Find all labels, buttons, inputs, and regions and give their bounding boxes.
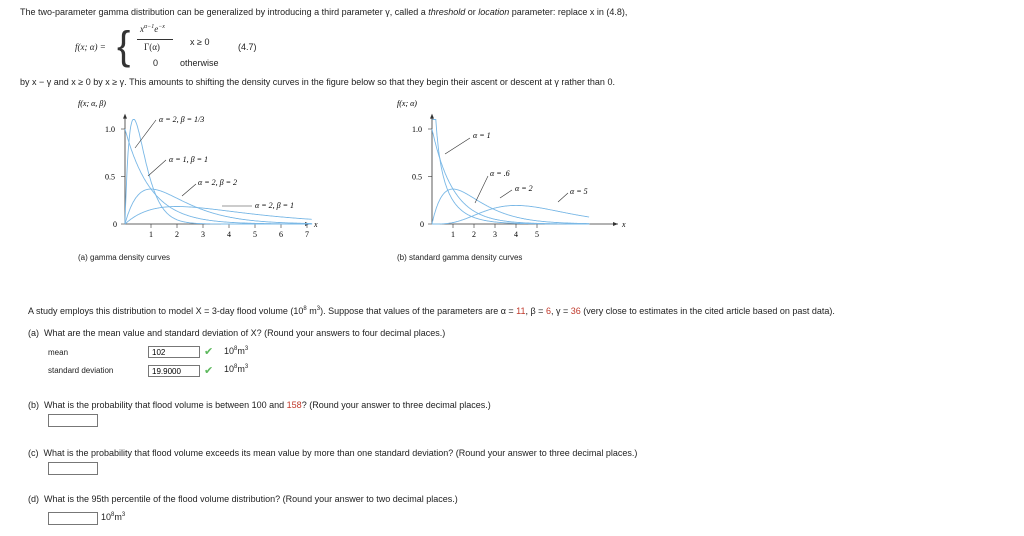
series-label-leader bbox=[182, 184, 196, 196]
series-label: α = 1, β = 1 bbox=[169, 155, 208, 164]
x-axis-label: x bbox=[622, 220, 626, 229]
check-icon: ✔ bbox=[204, 346, 214, 358]
equation-denominator: Γ(α) bbox=[144, 42, 160, 52]
series-label: α = 2, β = 2 bbox=[198, 178, 237, 187]
series-line bbox=[432, 205, 589, 224]
y-axis-arrow bbox=[430, 114, 434, 119]
x-tick-label: 2 bbox=[472, 230, 476, 239]
equation-fraction-bar bbox=[137, 39, 173, 40]
chart-a-caption: (a) gamma density curves bbox=[78, 253, 171, 262]
series-line bbox=[432, 189, 589, 224]
equation-cond1: x ≥ 0 bbox=[190, 37, 210, 47]
series-line bbox=[432, 129, 590, 224]
series-line bbox=[432, 120, 589, 225]
x-tick-label: 1 bbox=[149, 230, 153, 239]
percentile-input[interactable] bbox=[48, 512, 98, 525]
equation-lhs: f(x; α) = bbox=[75, 42, 106, 52]
chart-b-caption: (b) standard gamma density curves bbox=[397, 253, 523, 262]
question-d: (d) What is the 95th percentile of the flood volume distribution? (Round your answer to two decimal places.) bbox=[28, 494, 458, 504]
sd-label: standard deviation bbox=[48, 366, 114, 375]
study-text: A study employs this distribution to model X = 3-day flood volume ($10^8$ $m^3$). Suppose that values of the parameters are α = 11, β = 6, γ = 36 (very close to estimates in the cited article based on past data). bbox=[28, 306, 835, 316]
mean-input[interactable] bbox=[148, 346, 200, 358]
x-tick-label: 6 bbox=[279, 230, 283, 239]
mean-label: mean bbox=[48, 348, 69, 357]
x-tick-label: 1 bbox=[451, 230, 455, 239]
percentile-unit: $10^8m^3$ bbox=[101, 512, 126, 522]
question-c: (c) What is the probability that flood volume exceeds its mean value by more than one standard deviation? (Round your answer to three decimal places.) bbox=[28, 448, 638, 458]
x-axis-arrow bbox=[613, 222, 618, 226]
equation-zero: 0 bbox=[153, 58, 159, 68]
x-axis-label: x bbox=[314, 220, 318, 229]
series-label-leader bbox=[148, 160, 166, 176]
y-tick-label: 0.5 bbox=[412, 172, 422, 182]
series-label: α = 5 bbox=[570, 187, 588, 196]
equation-numerator: $x^{\alpha-1}e^{-x}$ bbox=[140, 24, 165, 34]
series-label-leader bbox=[445, 138, 470, 154]
intro-text: The two-parameter gamma distribution can be generalized by introducing a third parameter γ, called a threshold or location parameter: replace x in (4.8), bbox=[20, 7, 628, 17]
x-tick-label: 7 bbox=[305, 230, 309, 239]
series-label-leader bbox=[500, 190, 512, 198]
y-tick-label: 0 bbox=[420, 220, 424, 229]
sd-input[interactable] bbox=[148, 365, 200, 377]
x-tick-label: 4 bbox=[227, 230, 231, 239]
equation-number: (4.7) bbox=[238, 42, 257, 52]
y-tick-label: 1.0 bbox=[105, 125, 115, 134]
y-axis-label: f(x; α, β) bbox=[78, 99, 106, 108]
x-tick-label: 3 bbox=[201, 230, 205, 239]
mean-unit: $10^8m^3$ bbox=[224, 346, 249, 356]
y-tick-label: 0.5 bbox=[105, 172, 115, 182]
series-label: α = 2, β = 1/3 bbox=[159, 115, 205, 124]
y-tick-label: 1.0 bbox=[412, 125, 422, 134]
series-label-leader bbox=[135, 120, 156, 148]
equation-brace: { bbox=[117, 24, 131, 68]
equation-cond2: otherwise bbox=[180, 58, 219, 68]
probability-exceeds-input[interactable] bbox=[48, 462, 98, 475]
question-a: (a) What are the mean value and standard deviation of X? (Round your answers to four decimal places.) bbox=[28, 328, 446, 338]
standard-gamma-density-chart bbox=[390, 98, 640, 248]
x-tick-label: 5 bbox=[253, 230, 257, 239]
sd-unit: $10^8m^3$ bbox=[224, 364, 249, 374]
series-label-leader bbox=[558, 193, 568, 202]
gamma-density-chart bbox=[70, 98, 340, 248]
series-label-leader bbox=[475, 176, 488, 203]
y-tick-label: 0 bbox=[113, 220, 117, 229]
question-b: (b) What is the probability that flood volume is between 100 and 158? (Round your answer to three decimal places.) bbox=[28, 400, 491, 410]
x-tick-label: 5 bbox=[535, 230, 539, 239]
probability-between-input[interactable] bbox=[48, 414, 98, 427]
x-tick-label: 4 bbox=[514, 230, 518, 239]
y-axis-arrow bbox=[123, 114, 127, 119]
series-label: α = 2 bbox=[515, 184, 533, 193]
series-label: α = 2, β = 1 bbox=[255, 201, 294, 210]
y-axis-label: f(x; α) bbox=[397, 99, 417, 108]
series-label: α = 1 bbox=[473, 131, 491, 140]
series-label: α = .6 bbox=[490, 169, 510, 178]
x-tick-label: 2 bbox=[175, 230, 179, 239]
x-tick-label: 3 bbox=[493, 230, 497, 239]
check-icon: ✔ bbox=[204, 365, 214, 377]
shift-text: by x − γ and x ≥ 0 by x ≥ γ. This amounts to shifting the density curves in the figure below so that they begin their ascent or descent at γ rather than 0. bbox=[20, 77, 615, 87]
